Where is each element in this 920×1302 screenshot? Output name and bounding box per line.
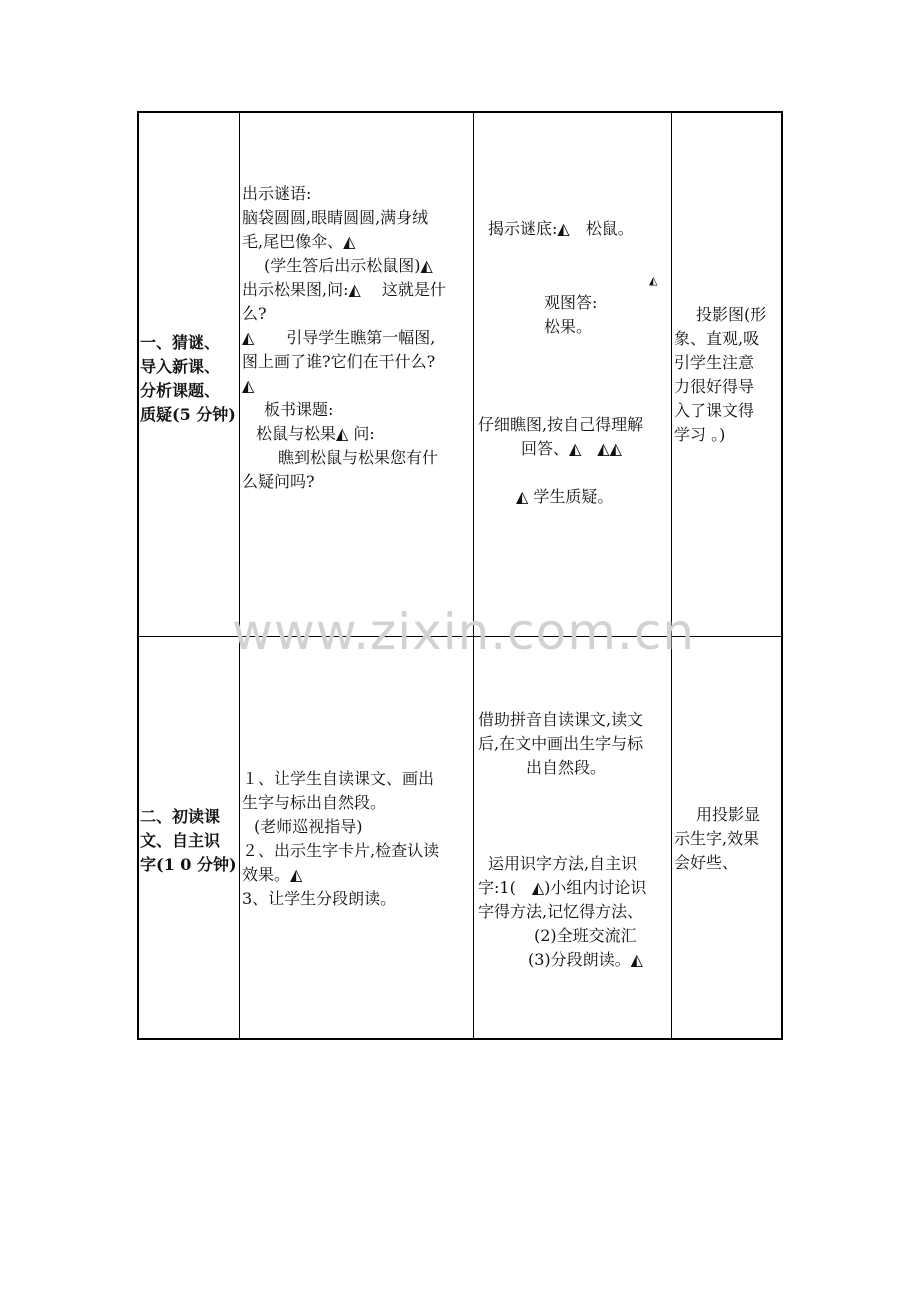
design-line: 入了课文得 [674,401,755,420]
teacher-line: 3、让学生分段朗读。 [242,889,397,908]
student-line: 运用识字方法,自主识 [488,854,638,873]
teacher-line: 松鼠与松果◭ 问: [256,424,375,443]
design-line: 会好些、 [674,853,739,872]
row1-stage-cell [140,331,239,427]
student-line: 仔细瞧图,按自己得理解 [478,415,644,434]
student-line: 观图答: [544,293,598,312]
teacher-line: 效果。◭ [242,865,303,884]
design-line: 力很好得导 [674,377,755,396]
teacher-line: 生字与标出自然段。 [242,793,387,812]
design-line: 示生字,效果 [674,829,760,848]
teacher-line: 板书课题: [264,400,334,419]
teacher-line: 出示松果图,问:◭ 这就是什 [242,280,446,299]
teacher-line: ◭ [242,376,255,395]
lesson-plan-table [137,111,783,1040]
stage-line: 二、初读课 [140,807,221,826]
student-line: 松果。 [544,317,593,336]
stage-line: 分析课题、 [140,381,221,400]
design-line: 引学生注意 [674,353,755,372]
stage-line: 导入新课、 [140,357,221,376]
column-divider [239,113,240,1038]
design-line: 学习 。) [674,425,726,444]
teacher-line: 脑袋圆圆,眼睛圆圆,满身绒 [242,208,429,227]
teacher-line: 么? [242,304,267,323]
design-line: 投影图(形 [696,305,767,324]
teacher-line: １、让学生自读课文、画出 [242,769,435,788]
stage-line: 质疑(5 分钟) [140,405,236,424]
student-line: ◭ 学生质疑。 [516,487,614,506]
row2-design-cell [674,803,784,875]
row1-teacher-cell [242,182,472,494]
teacher-line: ２、出示生字卡片,检查认读 [242,841,440,860]
teacher-line: 么疑问吗? [242,472,315,491]
student-line: (3)分段朗读。◭ [528,950,643,969]
teacher-line: 图上画了谁?它们在干什么? [242,352,436,371]
column-divider [473,113,474,1038]
teacher-line: 出示谜语: [242,184,312,203]
design-line: 象、直观,吸 [674,329,760,348]
teacher-line: ◭ 引导学生瞧第一幅图, [242,328,436,347]
row2-teacher-cell [242,767,472,911]
teacher-line: 毛,尾巴像伞、◭ [242,232,356,251]
student-line: 揭示谜底:◭ 松鼠。 [488,219,634,238]
row1-design-cell [674,303,784,447]
column-divider [671,113,672,1038]
row-divider [139,636,781,637]
design-line: 用投影显 [696,805,761,824]
student-line: 借助拼音自读课文,读文 [478,710,644,729]
student-line: 出自然段。 [526,758,607,777]
teacher-line: 瞧到松鼠与松果您有什 [278,448,439,467]
watermark: www.zixin.com.cn [232,603,696,661]
student-line: 字:1( ◭)小组内讨论识 [478,878,647,897]
student-line: 后,在文中画出生字与标 [478,734,644,753]
student-line: (2)全班交流汇 [534,926,637,945]
teacher-line: (学生答后出示松鼠图)◭ [264,256,433,275]
student-line: 字得方法,记忆得方法、 [478,902,644,921]
row2-student-cell [476,636,670,1040]
stage-line: 字(1 0 分钟) [140,855,237,874]
stage-line: 一、猜谜、 [140,333,221,352]
stage-line: 文、自主识 [140,831,221,850]
student-line: 回答、◭ ◭◭ [521,439,622,458]
student-line: ◭ [649,274,658,287]
teacher-line: (老师巡视指导) [254,817,363,836]
row1-student-cell [476,113,670,634]
row2-stage-cell [140,805,239,877]
